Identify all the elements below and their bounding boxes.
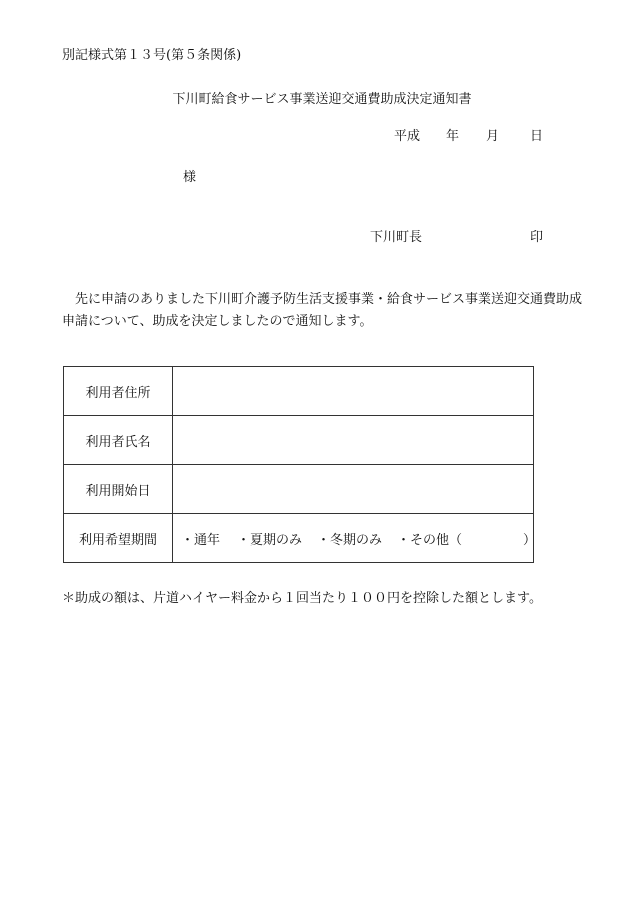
table-row [64, 465, 534, 514]
user-info-table [63, 366, 537, 563]
user-name-field [173, 416, 534, 465]
period-option-other: ・その他（ [397, 532, 463, 548]
row-label-start-date: 利用開始日 [64, 465, 173, 514]
start-date-field [173, 465, 534, 514]
date-day-label: 日 [530, 129, 544, 144]
date-line [394, 129, 543, 145]
table-row [64, 514, 534, 563]
date-month-label: 月 [486, 129, 500, 144]
period-option-summer: ・夏期のみ [237, 532, 303, 548]
row-label-address: 利用者住所 [64, 367, 173, 416]
row-label-period: 利用希望期間 [64, 514, 173, 563]
user-address-field [173, 367, 534, 416]
period-option-winter: ・冬期のみ [317, 532, 383, 548]
table-row [64, 367, 534, 416]
addressee-suffix: 様 [183, 170, 197, 185]
seal-mark: 印 [530, 230, 544, 245]
subsidy-note: ＊助成の額は、片道ハイヤー料金から１回当たり１００円を控除した額とします。 [62, 591, 542, 606]
document-title: 下川町給食サービス事業送迎交通費助成決定通知書 [172, 92, 472, 107]
period-options [173, 514, 537, 563]
notification-body: 先に申請のありました下川町介護予防生活支援事業・給食サービス事業送迎交通費助成申請について、助成を決定しましたので通知します。 [62, 292, 583, 329]
row-label-name: 利用者氏名 [64, 416, 173, 465]
form-number: 別記様式第１３号(第５条関係) [62, 48, 242, 63]
date-year-label: 年 [446, 129, 460, 144]
period-option-other-close: ） [523, 532, 537, 548]
issuer-name: 下川町長 [370, 230, 423, 245]
date-era: 平成 [394, 129, 421, 144]
table-row [64, 416, 534, 465]
period-option-all-year: ・通年 [181, 532, 221, 548]
